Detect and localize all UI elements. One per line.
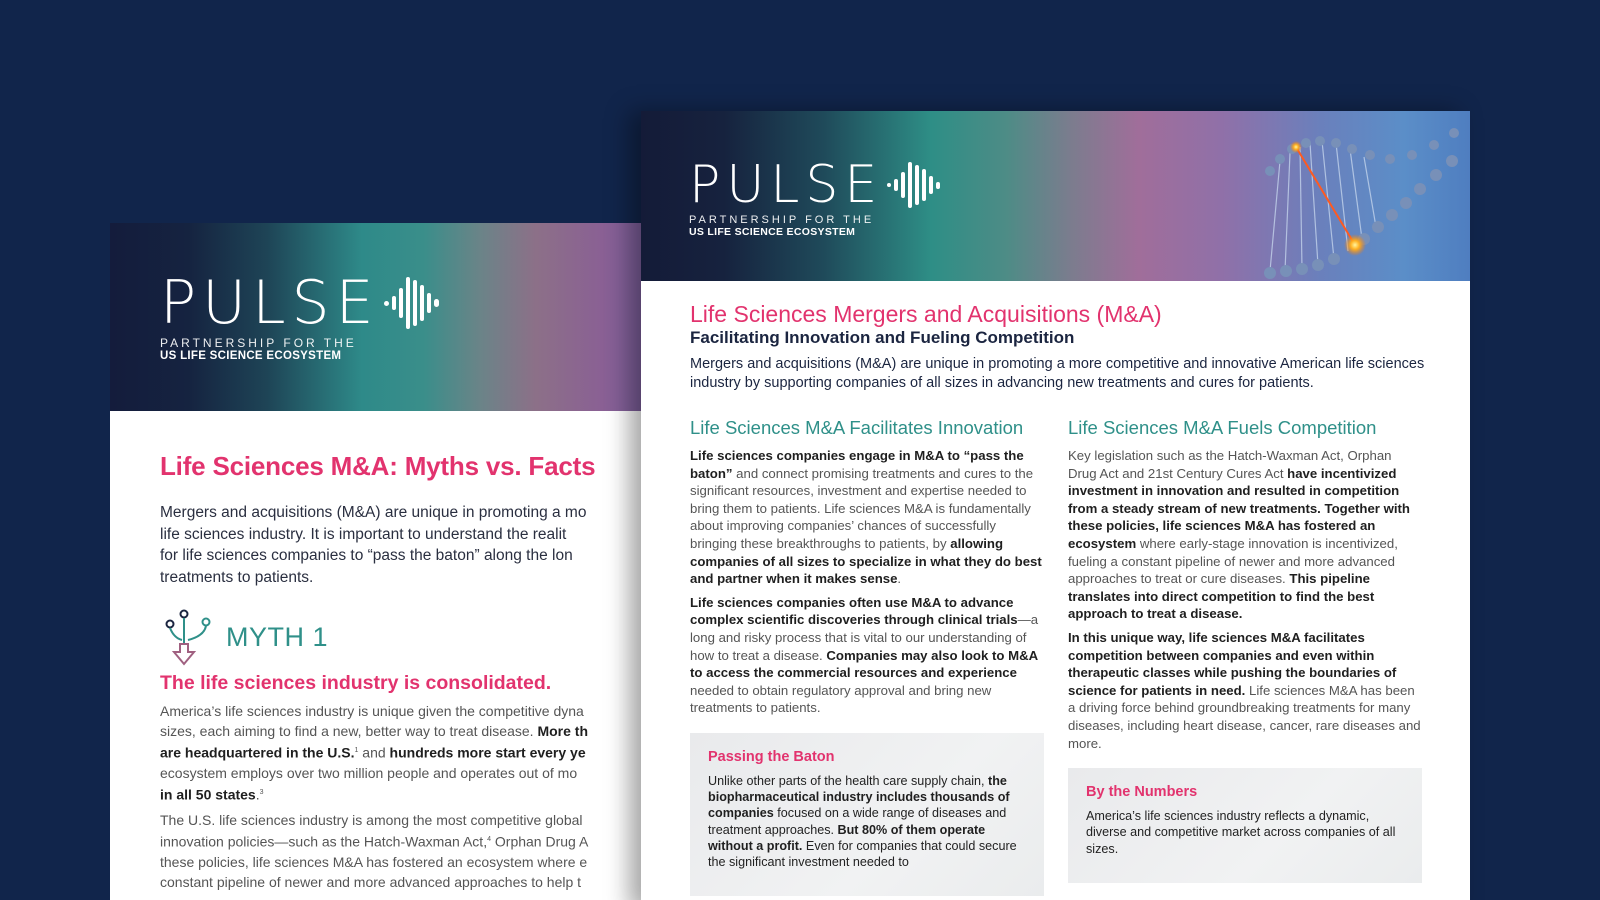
myths-vs-facts-document [110,223,670,900]
intro-paragraph [160,502,660,588]
competition-paragraph-1: Key legislation such as the Hatch-Waxman Act, Orphan Drug Act and 21st Century Cures Act have incentivized investment in innovation and resulted in competition from a steady stream of new treatments. Together with these policies, life sciences M&A has fostered an ecosystem where early-stage innovation is incentivized, fueling a constant pipeline of newer and more advanced approaches to treat or cure diseases. This pipeline translates into direct competition to find the best approach to treat a disease. [1068,448,1410,622]
pulse-logo [160,268,439,362]
logo-tagline-line1: PARTNERSHIP FOR THE [689,214,875,226]
intro-line: treatments to patients. [160,568,314,586]
page-subtitle: Facilitating Innovation and Fueling Competition [690,328,1075,347]
myth-label: MYTH 1 [226,621,329,652]
competition-heading: Life Sciences M&A Fuels Competition [1068,417,1377,438]
logo-wordmark: PULSE [160,268,380,338]
callout-text: America’s life sciences industry reflects a dynamic, diverse and competitive market across companies of all sizes. [1086,809,1396,856]
callout-heading: By the Numbers [1086,784,1198,801]
logo-tagline-line2: US LIFE SCIENCE ECOSYSTEM [160,349,342,362]
logo-wordmark: PULSE [689,155,884,215]
intro-line: life sciences industry. It is important to understand the realit [160,525,567,543]
two-column-body [690,417,1430,896]
myth-paragraph-2: The U.S. life sciences industry is among the most competitive global innovation policies—such as the Hatch-Waxman Act,$^4$ Orphan Drug A these policies, life sciences M&A has fostered an ecosystem where e constant pipeline of newer and more advanced approaches to help t [160,812,589,890]
header-banner [641,111,1470,281]
passing-the-baton-callout [690,733,1044,896]
by-the-numbers-callout [1068,768,1422,883]
back-page-content [160,451,660,892]
lead-paragraph: Mergers and acquisitions (M&A) are unique in promoting a more competitive and innovative American life sciences industry by supporting companies of all sizes in advancing new treatments and cures for patients. [690,356,1425,391]
soundwave-icon [887,162,940,208]
intro-line: for life sciences companies to “pass the baton” along the lon [160,547,573,564]
competition-paragraph-2: In this unique way, life sciences M&A facilitates competition between companies and even within therapeutic classes while pushing the boundaries of science for patients in need. Life sciences M&A has been a driving force behind groundbreaking treatments for many diseases, including heart disease, cancer, rare diseases and more. [1068,629,1421,751]
innovation-heading: Life Sciences M&A Facilitates Innovation [690,417,1024,438]
page-title: Life Sciences M&A: Myths vs. Facts [160,451,596,481]
pulse-logo [689,155,940,238]
competition-column [1068,417,1422,896]
logo-tagline-line2: US LIFE SCIENCE ECOSYSTEM [689,225,856,238]
logo-tagline-line1: PARTNERSHIP FOR THE [160,336,357,350]
callout-text: Unlike other parts of the health care supply chain, the biopharmaceutical industry includes thousands of companies focused on a wide range of diseases and treatment approaches. But 80% of them operate without a profit. Even for companies that could secure the significant investment needed to [708,773,1017,869]
innovation-column [690,417,1044,896]
myth-paragraph-1: America’s life sciences industry is unique given the competitive dyna sizes, each aiming to find a new, better way to treat disease. More th are headquartered in the U.S.$^1$ and hundreds more start every ye ecosystem employs over two million people and operates out of mo in all 50 states.$^3$ [160,703,588,803]
myth-heading [160,608,660,666]
innovation-paragraph-2: Life sciences companies often use M&A to advance complex scientific discoveries through clinical trials—a long and risky process that is vital to our understanding of how to treat a disease. Companies may also look to M&A to access the commercial resources and experience needed to obtain regulatory approval and bring new treatments to patients. [690,594,1039,716]
callout-heading: Passing the Baton [708,748,835,765]
header-banner [110,223,670,411]
front-page-content [690,301,1430,896]
mergers-acquisitions-document [641,111,1470,900]
page-title: Life Sciences Mergers and Acquisitions (M&A) [690,301,1162,327]
branching-arrow-icon [160,608,216,666]
soundwave-icon [384,277,439,329]
dna-helix-icon [1150,111,1470,281]
intro-line: Mergers and acquisitions (M&A) are unique in promoting a mo [160,504,587,521]
myth-statement: The life sciences industry is consolidated. [160,672,552,694]
innovation-paragraph-1: Life sciences companies engage in M&A to “pass the baton” and connect promising treatments and cures to the significant resources, investment and expertise needed to bring them to patients. Life sciences M&A is fundamentally about improving companies’ chances of successfully bringing these breakthroughs to patients, by allowing companies of all sizes to specialize in what they do best and partner when it makes sense. [690,448,1042,587]
